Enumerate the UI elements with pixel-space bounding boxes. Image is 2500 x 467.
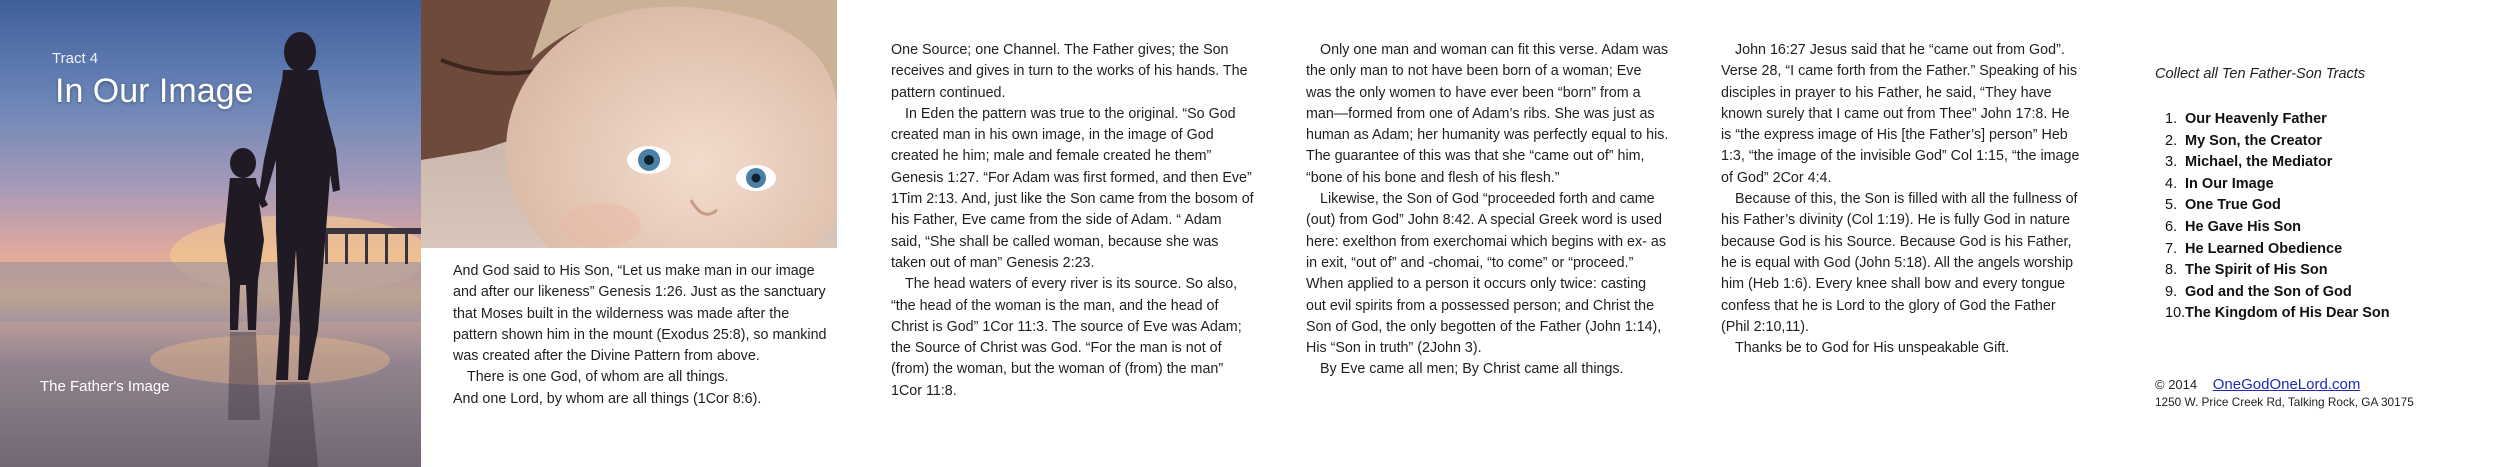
- tract-title: In Our Image: [55, 72, 254, 110]
- collect-heading: Collect all Ten Father-Son Tracts: [2155, 66, 2366, 82]
- tract-list: [2165, 109, 2390, 325]
- paragraph: There is one God, of whom are all things.: [467, 369, 729, 386]
- panel2-text: [453, 261, 837, 410]
- list-item: 1. Our Heavenly Father: [2165, 111, 2327, 127]
- panel3-text: [891, 40, 1254, 402]
- paragraph: And God said to His Son, “Let us make man in our image and after our likeness” Genesis 1:26. Just as the sanctuary that Moses built in the wilderness was made after the pattern shown him in the mount (Exodus 25:8), so mankind was created after the Divine Pattern from above.: [453, 263, 827, 365]
- list-item: 9. God and the Son of God: [2165, 283, 2352, 300]
- tract-number: Tract 4: [52, 50, 99, 67]
- paragraph: By Eve came all men; By Christ came all things.: [1320, 361, 1624, 378]
- list-item: 8. The Spirit of His Son: [2165, 262, 2328, 279]
- copyright-line: [2155, 376, 2360, 393]
- list-item: 5. One True God: [2165, 197, 2281, 214]
- photo-caption: The Father's Image: [40, 378, 170, 395]
- list-item: 2. My Son, the Creator: [2165, 132, 2322, 149]
- paragraph: Because of this, the Son is filled with all the fullness of his Father’s divinity (Col 1:19). He is fully God in nature because God is his Source. Because God is his Father, he is equal with God (John 5:18). All the angels worship him (Heb 1:6). Every knee shall bow and every tongue confess that he is Lord to the glory of God the Father (Phil 2:10,11).: [1721, 191, 2078, 335]
- list-item: 6. He Gave His Son: [2165, 218, 2302, 235]
- list-item: 10.The Kingdom of His Dear Son: [2165, 305, 2390, 322]
- paragraph: One Source; one Channel. The Father gives; the Son receives and gives in turn to the works of his hands. The pattern continued.: [891, 42, 1248, 101]
- father-son-silhouette-image: [0, 0, 421, 467]
- mailing-address: 1250 W. Price Creek Rd, Talking Rock, GA 30175: [2155, 395, 2414, 409]
- paragraph: The head waters of every river is its source. So also, “the head of the woman is the man, and the head of Christ is God” 1Cor 11:3. The source of Eve was Adam; the Source of Christ was God. “For the man is not of (from) the woman, but the woman of (from) the man” 1Cor 11:8.: [891, 276, 1242, 399]
- paragraph: Thanks be to God for His unspeakable Gift.: [1735, 340, 2010, 357]
- website-link[interactable]: OneGodOneLord.com: [2212, 376, 2361, 393]
- copyright-text: © 2014: [2155, 377, 2198, 392]
- paragraph: In Eden the pattern was true to the original. “So God created man in his own image, in the image of God created he him; male and female created he them” Genesis 1:27. “For Adam was first formed, and then Eve” 1Tim 2:13. And, just like the Son came from the bosom of his Father, Eve came from the side of Adam. “ Adam said, “She shall be called woman, because she was taken out of man” Genesis 2:23.: [891, 105, 1254, 271]
- list-item: 7. He Learned Obedience: [2165, 240, 2343, 257]
- list-item: 3. Michael, the Mediator: [2165, 154, 2333, 171]
- paragraph: And one Lord, by whom are all things (1Cor 8:6).: [453, 390, 762, 407]
- panel4-text: [1306, 40, 1669, 381]
- father-baby-image: [421, 0, 837, 248]
- paragraph: John 16:27 Jesus said that he “came out from God”. Verse 28, “I came forth from the Father.” Speaking of his disciples in prayer to his Father, he said, “They have known surely that I came out from Thee” John 17:8. He is “the express image of His [the Father’s] person” Heb 1:3, “the image of the invisible God” Col 1:15, “the image of God” 2Cor 4:4.: [1721, 42, 2080, 186]
- list-item: 4. In Our Image: [2165, 175, 2274, 192]
- paragraph: Only one man and woman can fit this verse. Adam was the only man to not have been born of a woman; Eve was the only women to have ever been “born” from a man—formed from one of Adam’s ribs. She was just as human as Adam; her humanity was perfectly equal to his. The guarantee of this was that she “came out of” him, “bone of his bone and flesh of his flesh.”: [1306, 42, 1669, 186]
- paragraph: Likewise, the Son of God “proceeded forth and came (out) from God” John 8:42. A special Greek word is used here: exelthon from exerchomai which begins with ex- as in exit, “out of” and -chomai, “to come” or “proceed.” When applied to a person it occurs only twice: casting out evil spirits from a possessed person; and Christ the Son of God, the only begotten of the Father (John 1:14), His “Son in truth” (2John 3).: [1306, 191, 1666, 357]
- panel5-text: [1721, 40, 2083, 359]
- cover-photo: [0, 0, 421, 467]
- father-baby-photo: [421, 0, 837, 248]
